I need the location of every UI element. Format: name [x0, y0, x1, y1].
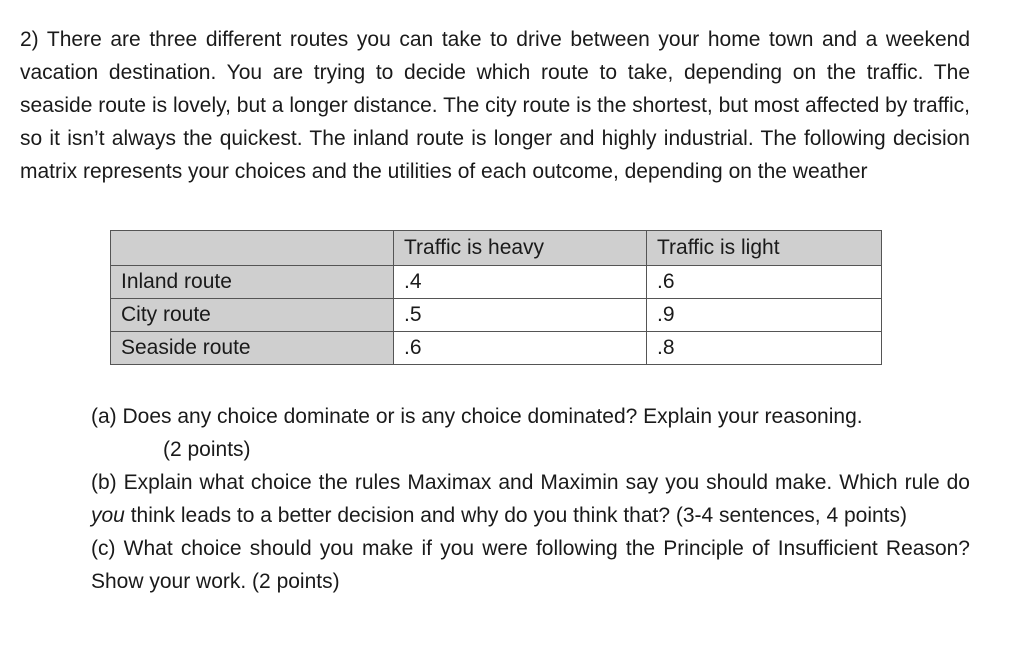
utility-light: .6	[647, 266, 882, 299]
utility-heavy: .5	[394, 299, 647, 332]
question-a-text: (a) Does any choice dominate or is any choice dominated? Explain your reasoning.	[91, 405, 863, 428]
header-traffic-light: Traffic is light	[647, 231, 882, 266]
question-a-points: (2 points)	[163, 438, 251, 461]
question-b-text-end: think leads to a better decision and why do you think that? (3-4 sentences, 4 points)	[124, 504, 907, 527]
utility-heavy: .6	[394, 332, 647, 365]
decision-matrix	[110, 230, 882, 365]
matrix-row-seaside	[111, 332, 882, 365]
row-label: Inland route	[111, 266, 394, 299]
matrix-corner-cell	[111, 231, 394, 266]
question-b-emphasis: you	[91, 504, 125, 527]
matrix-header-row	[111, 231, 882, 266]
question-b	[91, 466, 970, 532]
row-label: Seaside route	[111, 332, 394, 365]
question-c: (c) What choice should you make if you were following the Principle of Insufficient Reason? Show your work. (2 points)	[91, 537, 970, 593]
utility-heavy: .4	[394, 266, 647, 299]
question-list	[91, 400, 970, 598]
utility-light: .9	[647, 299, 882, 332]
matrix-row-city	[111, 299, 882, 332]
row-label: City route	[111, 299, 394, 332]
utility-light: .8	[647, 332, 882, 365]
problem-statement: 2) There are three different routes you can take to drive between your home town and a weekend vacation destination. You are trying to decide which route to take, depending on the traffic. The seaside route is lovely, but a longer distance. The city route is the shortest, but most affected by traffic, so it isn’t always the quickest. The inland route is longer and highly industrial. The following decision matrix represents your choices and the utilities of each outcome, depending on the weather	[20, 28, 970, 183]
question-a	[91, 400, 970, 466]
question-b-text-start: (b) Explain what choice the rules Maximax and Maximin say you should make. Which rule do	[91, 471, 970, 494]
header-traffic-heavy: Traffic is heavy	[394, 231, 647, 266]
matrix-row-inland	[111, 266, 882, 299]
